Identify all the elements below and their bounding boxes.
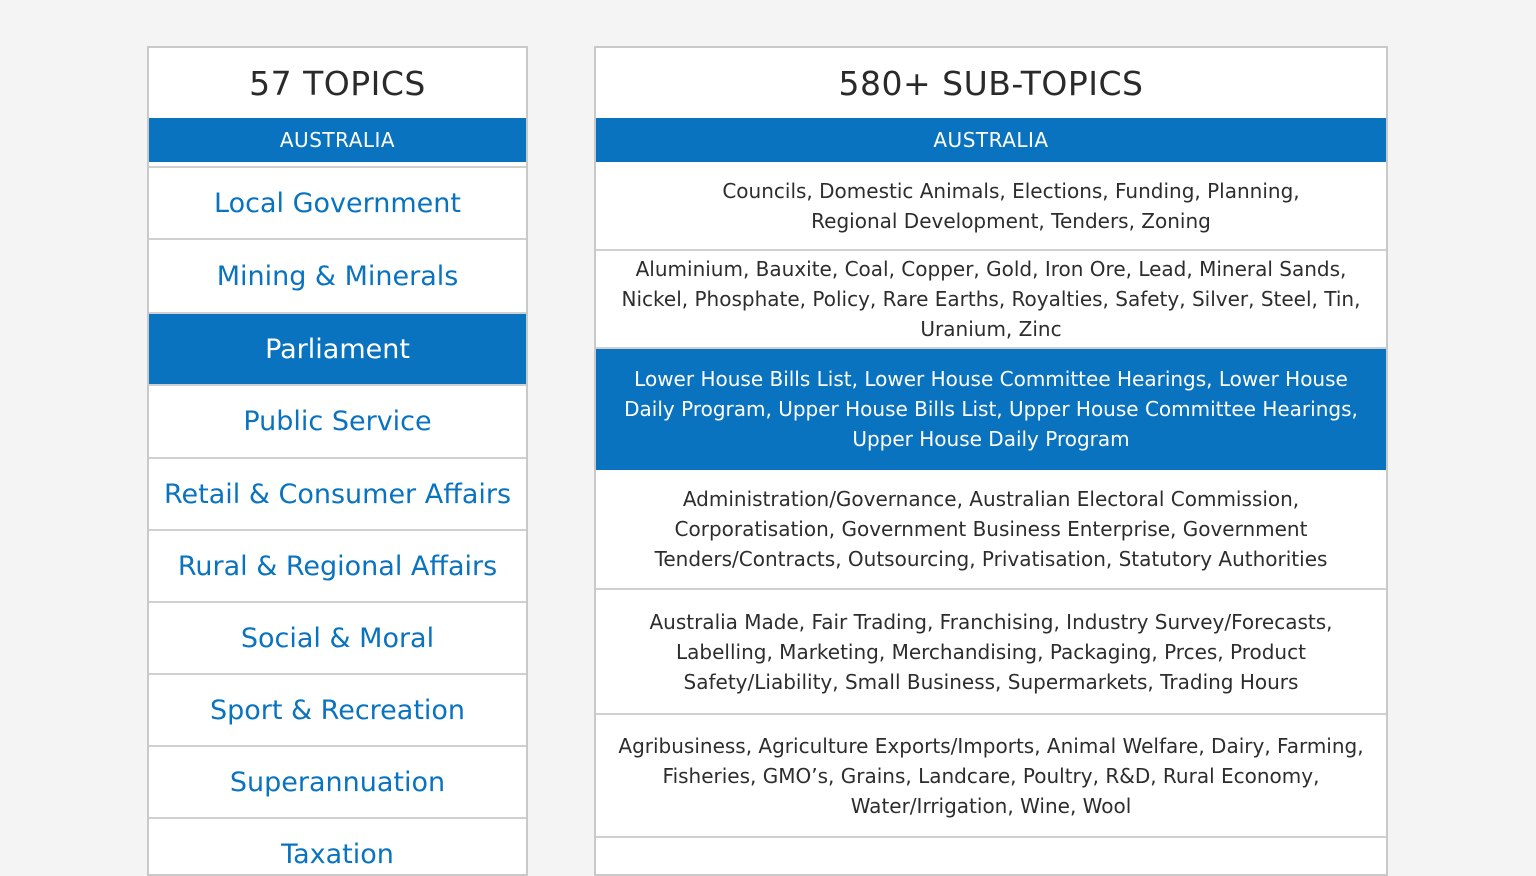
topics-title: 57 TOPICS	[249, 63, 426, 103]
subtopics-title: 580+ SUB-TOPICS	[838, 63, 1144, 103]
topic-item-sport-recreation[interactable]: Sport & Recreation	[149, 675, 526, 747]
topic-item-public-service[interactable]: Public Service	[149, 386, 526, 459]
subtopic-row-mining-minerals[interactable]: Aluminium, Bauxite, Coal, Copper, Gold, Iron Ore, Lead, Mineral Sands, Nickel, Phosphate, Policy, Rare Earths, Royalties, Safety, Silver, Steel, Tin, Uranium, Zinc	[596, 251, 1386, 349]
topic-item-local-government[interactable]: Local Government	[149, 168, 526, 240]
topics-panel	[147, 46, 528, 876]
topic-item-social-moral[interactable]: Social & Moral	[149, 603, 526, 675]
subtopic-row-retail-consumer-affairs[interactable]: Australia Made, Fair Trading, Franchising, Industry Survey/Forecasts, Labelling, Marketing, Merchandising, Packaging, Prces, Product Safety/Liability, Small Business, Supermarkets, Trading Hours	[596, 590, 1386, 715]
subtopic-row-local-government[interactable]: Councils, Domestic Animals, Elections, Funding, Planning, Regional Development, Tenders, Zoning	[596, 162, 1386, 251]
subtopic-row-parliament[interactable]: Lower House Bills List, Lower House Committee Hearings, Lower House Daily Program, Upper House Bills List, Upper House Committee Hearings, Upper House Daily Program	[596, 349, 1386, 470]
subtopic-row-partial[interactable]	[596, 838, 1386, 876]
subtopic-row-public-service[interactable]: Administration/Governance, Australian Electoral Commission, Corporatisation, Government Business Enterprise, Government Tenders/Contracts, Outsourcing, Privatisation, Statutory Authorities	[596, 470, 1386, 590]
topic-item-retail-consumer-affairs[interactable]: Retail & Consumer Affairs	[149, 459, 526, 531]
topic-item-rural-regional-affairs[interactable]: Rural & Regional Affairs	[149, 531, 526, 603]
subtopic-row-rural-regional-affairs[interactable]: Agribusiness, Agriculture Exports/Imports, Animal Welfare, Dairy, Farming, Fisheries, GMO’s, Grains, Landcare, Poultry, R&D, Rural Economy, Water/Irrigation, Wine, Wool	[596, 715, 1386, 838]
topic-item-parliament[interactable]: Parliament	[149, 314, 526, 386]
topic-item-superannuation[interactable]: Superannuation	[149, 747, 526, 819]
subtopic-list	[596, 162, 1386, 876]
topic-list	[149, 168, 526, 876]
topic-item-taxation[interactable]: Taxation	[149, 819, 526, 876]
topics-region-header: AUSTRALIA	[149, 118, 526, 162]
topic-item-mining-minerals[interactable]: Mining & Minerals	[149, 240, 526, 314]
subtopics-region-header: AUSTRALIA	[596, 118, 1386, 162]
subtopics-panel	[594, 46, 1388, 876]
